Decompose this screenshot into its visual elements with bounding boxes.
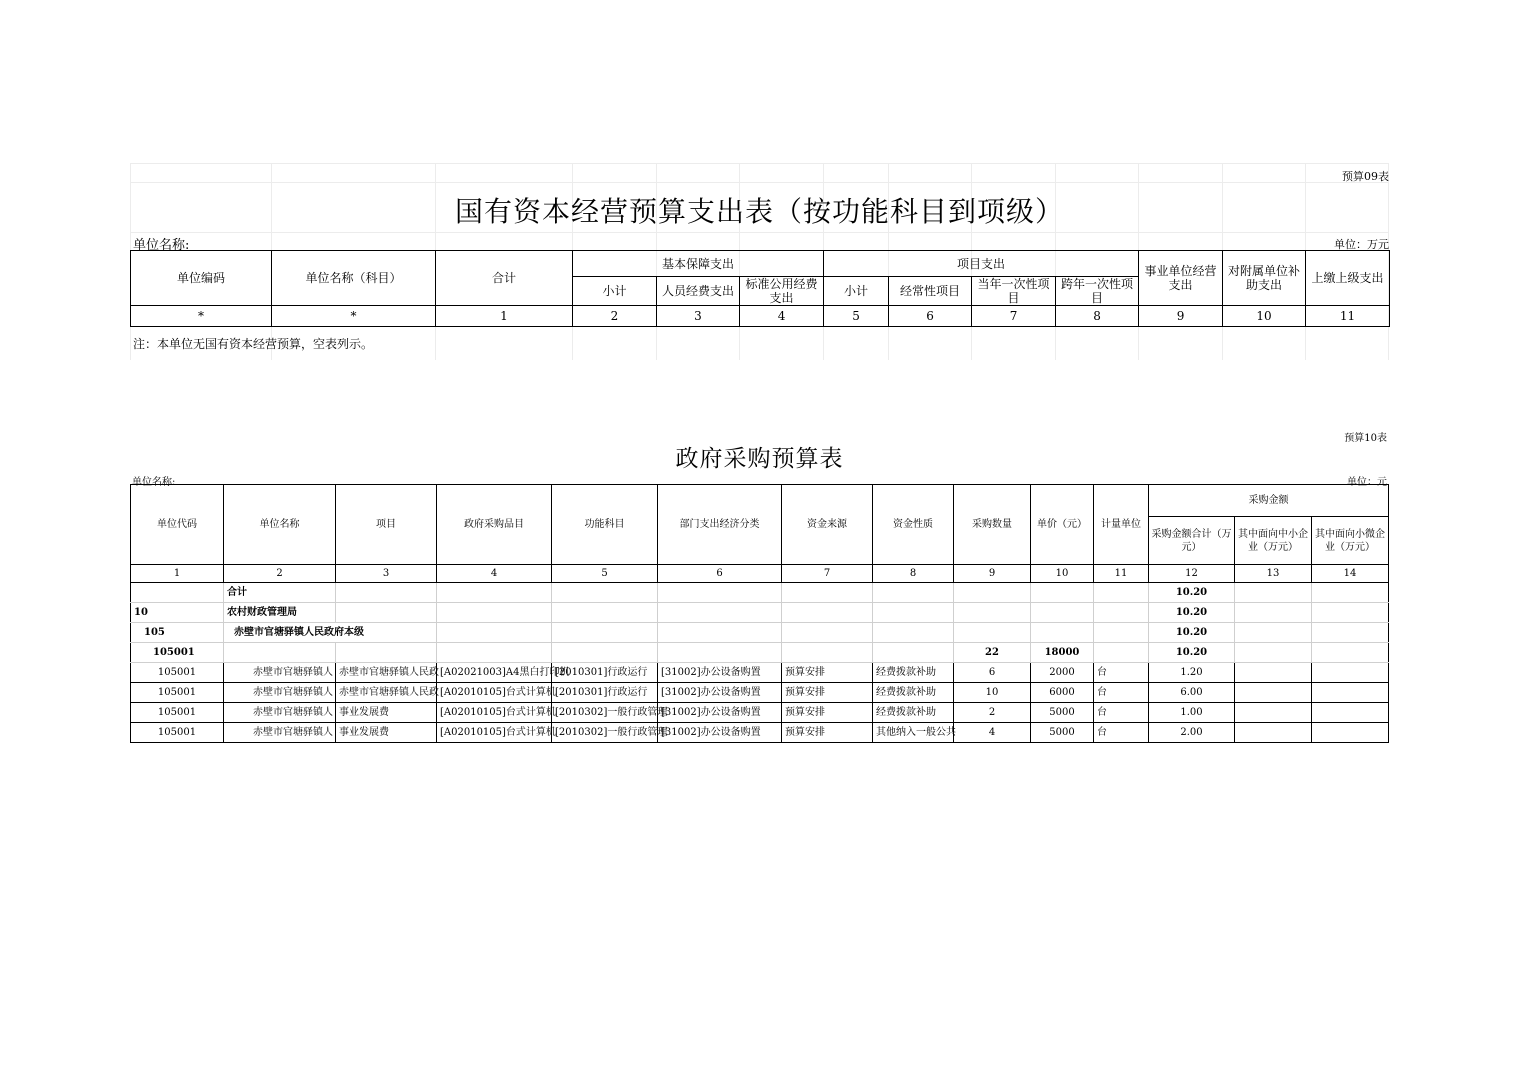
header-name: 单位名称（科目） [272, 251, 436, 306]
table10-unit-label: 单位：元 [1347, 477, 1387, 488]
table09-grid [130, 250, 1390, 327]
cell-price: 18000 [1031, 643, 1094, 663]
cell-nature: 经费拨款补助 [873, 703, 954, 723]
index-cell: 7 [782, 565, 873, 583]
index-cell: 14 [1312, 565, 1389, 583]
cell-code: 105 [131, 623, 224, 643]
table09-tag: 预算09表 [1342, 170, 1389, 183]
cell-qty: 10 [954, 683, 1031, 703]
cell-econ: [31002]办公设备购置 [658, 663, 782, 683]
index-cell: 11 [1094, 565, 1149, 583]
header-amount-total: 采购金额合计（万元） [1149, 517, 1235, 565]
index-cell: * [272, 306, 436, 327]
cell-project: 赤壁市官塘驿镇人民政 [336, 663, 437, 683]
cell-price: 6000 [1031, 683, 1094, 703]
header-business: 事业单位经营支出 [1139, 251, 1223, 306]
cell-project: 赤壁市官塘驿镇人民政 [336, 683, 437, 703]
cell-amount: 10.20 [1149, 643, 1235, 663]
cell-name: 合计 [224, 583, 336, 603]
cell-name: 赤壁市官塘驿镇人 [224, 703, 336, 723]
index-cell: * [131, 306, 272, 327]
cell-price [1031, 603, 1094, 623]
header-project: 项目支出 [824, 251, 1139, 277]
header-nature: 资金性质 [873, 485, 954, 565]
cell-item: [A02021003]A4黑白打印机 [437, 663, 552, 683]
cell-project: 事业发展费 [336, 703, 437, 723]
header-basic-subtotal: 小计 [573, 277, 657, 306]
cell-source: 预算安排 [782, 703, 873, 723]
cell-code: 105001 [131, 723, 224, 743]
cell-amount: 2.00 [1149, 723, 1235, 743]
table-row-summary [131, 603, 1389, 623]
cell-measure: 台 [1094, 703, 1149, 723]
header-project-regular: 经常性项目 [889, 277, 972, 306]
index-cell: 5 [552, 565, 658, 583]
cell-func: [2010302]一般行政管理 [552, 723, 658, 743]
cell-code: 105001 [131, 703, 224, 723]
header-price: 单价（元） [1031, 485, 1094, 565]
header-code: 单位代码 [131, 485, 224, 565]
index-cell: 4 [740, 306, 824, 327]
cell-func: [2010301]行政运行 [552, 683, 658, 703]
index-cell: 13 [1235, 565, 1312, 583]
table-row [131, 663, 1389, 683]
cell-code [131, 583, 224, 603]
cell-price: 2000 [1031, 663, 1094, 683]
cell-econ: [31002]办公设备购置 [658, 683, 782, 703]
index-cell: 9 [1139, 306, 1223, 327]
cell-measure: 台 [1094, 683, 1149, 703]
header-amount-micro: 其中面向小微企业（万元） [1312, 517, 1389, 565]
cell-amount: 1.20 [1149, 663, 1235, 683]
cell-source: 预算安排 [782, 723, 873, 743]
index-cell: 1 [436, 306, 573, 327]
header-basic-personnel: 人员经费支出 [657, 277, 740, 306]
cell-price: 5000 [1031, 703, 1094, 723]
cell-qty: 2 [954, 703, 1031, 723]
table09-unit-name-label: 单位名称: [133, 238, 190, 253]
cell-qty [954, 583, 1031, 603]
cell-item: [A02010105]台式计算机 [437, 683, 552, 703]
cell-project: 事业发展费 [336, 723, 437, 743]
table09-title: 国有资本经营预算支出表（按功能科目到项级） [454, 195, 1064, 228]
cell-item: [A02010105]台式计算机 [437, 703, 552, 723]
cell-name [224, 643, 336, 663]
header-upper: 上缴上级支出 [1306, 251, 1390, 306]
cell-qty [954, 603, 1031, 623]
index-cell: 5 [824, 306, 889, 327]
index-cell: 3 [336, 565, 437, 583]
table-row-summary [131, 643, 1389, 663]
cell-name: 赤壁市官塘驿镇人 [224, 663, 336, 683]
index-cell: 6 [889, 306, 972, 327]
cell-name: 农村财政管理局 [224, 603, 336, 623]
index-cell: 10 [1031, 565, 1094, 583]
header-total: 合计 [436, 251, 573, 306]
header-qty: 采购数量 [954, 485, 1031, 565]
cell-qty: 6 [954, 663, 1031, 683]
table-row-summary [131, 583, 1389, 603]
cell-func: [2010301]行政运行 [552, 663, 658, 683]
index-cell: 8 [1056, 306, 1139, 327]
cell-nature: 经费拨款补助 [873, 663, 954, 683]
table-row [131, 723, 1389, 743]
header-econ: 部门支出经济分类 [658, 485, 782, 565]
index-cell: 1 [131, 565, 224, 583]
cell-func: [2010302]一般行政管理 [552, 703, 658, 723]
header-project-onetime: 当年一次性项目 [972, 277, 1056, 306]
index-cell: 7 [972, 306, 1056, 327]
cell-price [1031, 623, 1094, 643]
index-cell: 11 [1306, 306, 1390, 327]
header-basic: 基本保障支出 [573, 251, 824, 277]
table-row [131, 703, 1389, 723]
cell-qty: 4 [954, 723, 1031, 743]
cell-item: [A02010105]台式计算机 [437, 723, 552, 743]
cell-qty [954, 623, 1031, 643]
cell-amount: 6.00 [1149, 683, 1235, 703]
cell-amount: 10.20 [1149, 583, 1235, 603]
table10-unit-name-label: 单位名称: [132, 477, 176, 488]
cell-amount: 10.20 [1149, 603, 1235, 623]
cell-name: 赤壁市官塘驿镇人民政府本级 [224, 623, 437, 643]
cell-amount: 1.00 [1149, 703, 1235, 723]
cell-measure: 台 [1094, 663, 1149, 683]
cell-name: 赤壁市官塘驿镇人 [224, 683, 336, 703]
index-cell: 12 [1149, 565, 1235, 583]
header-project-multiyear: 跨年一次性项目 [1056, 277, 1139, 306]
header-func: 功能科目 [552, 485, 658, 565]
header-basic-public: 标准公用经费支出 [740, 277, 824, 306]
table10-grid [130, 484, 1389, 743]
cell-nature: 其他纳入一般公共 [873, 723, 954, 743]
header-source: 资金来源 [782, 485, 873, 565]
cell-econ: [31002]办公设备购置 [658, 723, 782, 743]
table-row [131, 683, 1389, 703]
cell-amount: 10.20 [1149, 623, 1235, 643]
cell-code: 105001 [131, 683, 224, 703]
header-subsidy: 对附属单位补助支出 [1223, 251, 1306, 306]
index-cell: 6 [658, 565, 782, 583]
index-cell: 2 [573, 306, 657, 327]
table10-title: 政府采购预算表 [675, 446, 844, 472]
header-amount-group: 采购金额 [1149, 485, 1389, 517]
cell-source: 预算安排 [782, 683, 873, 703]
header-project: 项目 [336, 485, 437, 565]
cell-name: 赤壁市官塘驿镇人 [224, 723, 336, 743]
cell-code: 105001 [131, 643, 224, 663]
header-code: 单位编码 [131, 251, 272, 306]
table-row-summary [131, 623, 1389, 643]
index-cell: 8 [873, 565, 954, 583]
header-project-subtotal: 小计 [824, 277, 889, 306]
header-name: 单位名称 [224, 485, 336, 565]
cell-measure: 台 [1094, 723, 1149, 743]
cell-price: 5000 [1031, 723, 1094, 743]
cell-code: 105001 [131, 663, 224, 683]
index-cell: 3 [657, 306, 740, 327]
index-cell: 10 [1223, 306, 1306, 327]
cell-code: 10 [131, 603, 224, 623]
table09-note: 注：本单位无国有资本经营预算，空表列示。 [133, 337, 374, 351]
index-cell: 2 [224, 565, 336, 583]
index-cell: 9 [954, 565, 1031, 583]
index-cell: 4 [437, 565, 552, 583]
cell-qty: 22 [954, 643, 1031, 663]
cell-source: 预算安排 [782, 663, 873, 683]
header-amount-sme: 其中面向中小企业（万元） [1235, 517, 1312, 565]
cell-nature: 经费拨款补助 [873, 683, 954, 703]
cell-econ: [31002]办公设备购置 [658, 703, 782, 723]
header-measure: 计量单位 [1094, 485, 1149, 565]
table10-tag: 预算10表 [1344, 433, 1387, 444]
table09-unit-label: 单位：万元 [1334, 238, 1389, 251]
header-item: 政府采购品目 [437, 485, 552, 565]
cell-price [1031, 583, 1094, 603]
